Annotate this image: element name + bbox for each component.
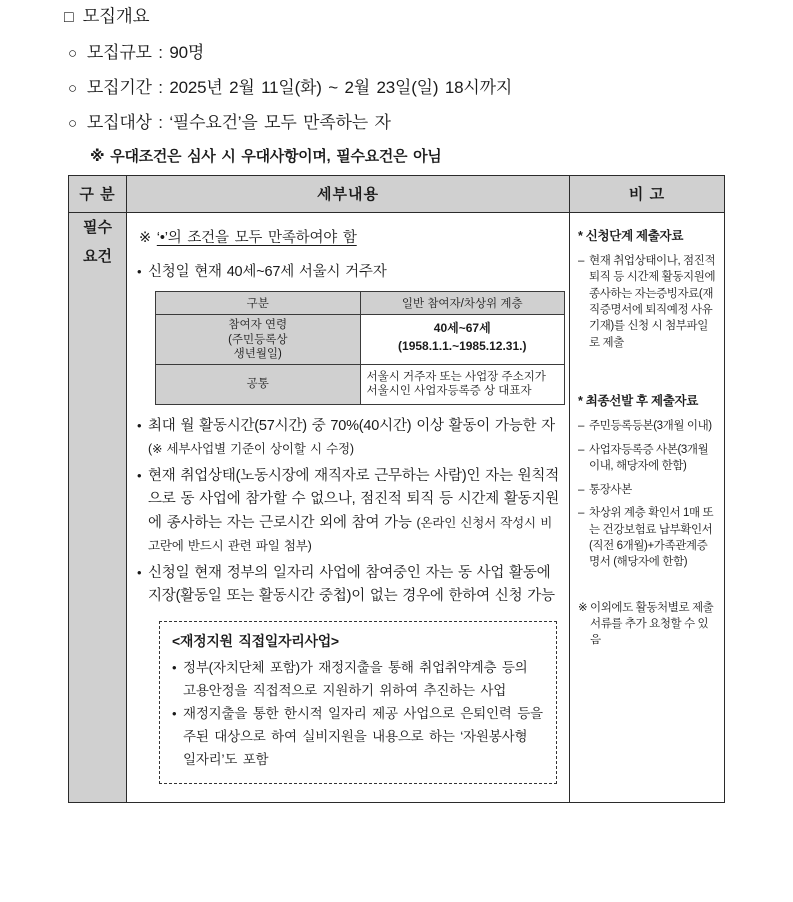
header-block [0,0,793,164]
direct-job-program-bullet-text: 정부(자치단체 포함)가 재정지출을 통해 취업취약계층 등의 고용안정을 직접적으로 지원하기 위하여 추진하는 사업 [183,659,528,698]
detail-bullet-sub: (※ 세부사업별 기준이 상이할 시 수정) [148,442,354,457]
inner-column-header-gubun: 구분 [156,292,361,315]
inner-value-line1: 40세~67세 [433,321,491,336]
age-criteria-table-wrapper [137,287,561,414]
inner-column-header-category: 일반 참여자/차상위 계층 [360,292,565,315]
column-header-detail: 세부내용 [127,176,570,213]
square-marker-icon: □ [64,9,74,26]
detail-bullet-residency [137,261,561,284]
inner-header-row [156,292,565,315]
direct-job-program-box [159,621,557,784]
header-note-text: 우대조건은 심사 시 우대사항이며, 필수요건은 아님 [110,148,442,165]
bullet-dot-icon: • [172,706,177,722]
column-header-bigo: 비 고 [570,176,725,213]
bigo-item-text: 현재 취업상태이나, 점진적 퇴직 등 시간제 활동지원에 종사하는 자는증빙자료(재직증명서에 퇴직예정 사유기재)를 신청 시 첨부파일로 제출 [589,255,716,349]
detail-bullet-text [148,465,561,559]
inner-row-label-age [156,315,361,364]
bigo-item-text: 차상위 계층 확인서 1매 또는 건강보험료 납부확인서(직전 6개월)+가족관계증명서 (해당자에 한함) [589,507,714,569]
bigo-section-spacer [578,358,718,392]
requirements-table [68,175,725,803]
bigo-item-text: 사업자등록증 사본(3개월 이내, 해당자에 한함) [589,443,709,473]
bigo-section2-item [578,442,718,475]
bullet-dot-icon: • [137,264,142,279]
row-label-essential-requirements [69,213,127,803]
asterisk-marker-icon: ※ [578,601,588,614]
asterisk-marker-icon: ※ [90,148,105,165]
bullet-dot-icon: • [137,564,142,580]
dash-marker-icon: – [578,507,584,520]
bigo-section2-title: * 최종선발 후 제출자료 [578,394,699,409]
bigo-section2-item [578,505,718,570]
inner-label-line3: 생년월일) [233,347,282,360]
bigo-footer-text: 이외에도 활동처별로 제출서류를 추가 요청할 수 있음 [590,601,714,647]
row-label-line2: 요건 [83,247,112,265]
header-item-label: 모집규모 : 90명 [86,43,205,62]
inner-value-common: 서울시 거주자 또는 사업장 주소지가 서울시인 사업자등록증 상 대표자 [360,364,565,404]
dash-marker-icon: – [578,483,584,496]
page-title [0,8,793,26]
header-item-recruit-target [0,114,793,131]
detail-cell [127,213,570,803]
detail-bullet-main: 최대 월 활동시간(57시간) 중 70%(40시간) 이상 활동이 가능한 자 [148,417,555,434]
circle-marker-icon: ○ [68,115,77,132]
dash-marker-icon: – [578,255,584,268]
direct-job-program-bullet-text: 재정지출을 통한 한시적 일자리 제공 사업으로 은퇴인력 등을 주된 대상으로 하여 실비지원을 내용으로 하는 ‘자원봉사형 일자리’도 포함 [183,706,543,767]
header-item-recruit-period [0,79,793,96]
inner-row-age [156,315,565,364]
detail-bullet-gov-program [137,562,561,609]
age-criteria-table [155,291,565,404]
circle-marker-icon: ○ [68,80,77,97]
inner-row-common [156,364,565,404]
inner-label-line1: 참여자 연령 [228,319,288,332]
dash-marker-icon: – [578,443,584,456]
bigo-cell [570,213,725,803]
bullet-dot-icon: • [137,417,142,433]
direct-job-program-bullet [172,657,545,702]
bigo-item-text: 통장사본 [589,483,632,496]
row-label-line1: 필수 [83,219,112,236]
detail-star-note-text: ‘•’의 조건을 모두 만족하여야 함 [156,230,357,246]
bigo-item-text: 주민등록등본(3개월 이내) [589,420,712,433]
detail-bullet-text: 신청일 현재 40세~67세 서울시 거주자 [148,264,387,280]
bigo-footer-note [578,600,718,649]
table-row [69,213,725,803]
detail-star-note [139,226,561,247]
inner-value-age [360,315,565,364]
detail-bullet-text [148,415,561,462]
bigo-section2-item [578,418,718,435]
detail-bullet-activity-hours [137,415,561,462]
header-item-label: 모집대상 : ‘필수요건’을 모두 만족하는 자 [86,113,391,132]
column-header-gubun: 구 분 [69,176,127,213]
direct-job-program-bullet [172,703,545,771]
detail-bullet-sub: (온라인 신청서 작성시 비고란에 반드시 관련 파일 첨부) [148,515,553,554]
page-title-text: 모집개요 [82,6,150,26]
direct-job-program-title: <재정지원 직접일자리사업> [172,632,339,649]
bigo-section1-title: * 신청단계 제출자료 [578,229,684,243]
detail-bullet-text: 신청일 현재 정부의 일자리 사업에 참여중인 자는 동 사업 활동에 지장(활동일 또는 활동시간 중첩)이 없는 경우에 한하여 신청 가능 [148,564,555,605]
inner-label-line2: (주민등록상 [228,333,288,346]
bigo-section1-item [578,253,718,351]
inner-row-label-common: 공통 [156,364,361,404]
bigo-footer-spacer [578,578,718,590]
dash-marker-icon: – [578,420,584,433]
header-item-label: 모집기간 : 2025년 2월 11일(화) ~ 2월 23일(일) 18시까지 [86,78,513,97]
bullet-dot-icon: • [137,467,142,483]
asterisk-marker-icon: ※ [139,230,151,246]
detail-bullet-employment-status [137,465,561,559]
inner-value-line2: (1958.1.1.~1985.12.31.) [398,339,527,354]
header-item-recruit-size [0,44,793,61]
circle-marker-icon: ○ [68,45,77,62]
detail-bullet-main: 현재 취업상태(노동시장에 재직자로 근무하는 사람)인 자는 원칙적으로 동 사업에 참가할 수 없으나, 점진적 퇴직 등 시간제 활동지원에 종사하는 자는 근로시간 외에 참여 가능 [148,467,560,531]
table-header-row [69,176,725,213]
bigo-section2-item [578,482,718,499]
header-note [0,149,793,164]
bullet-dot-icon: • [172,659,177,675]
